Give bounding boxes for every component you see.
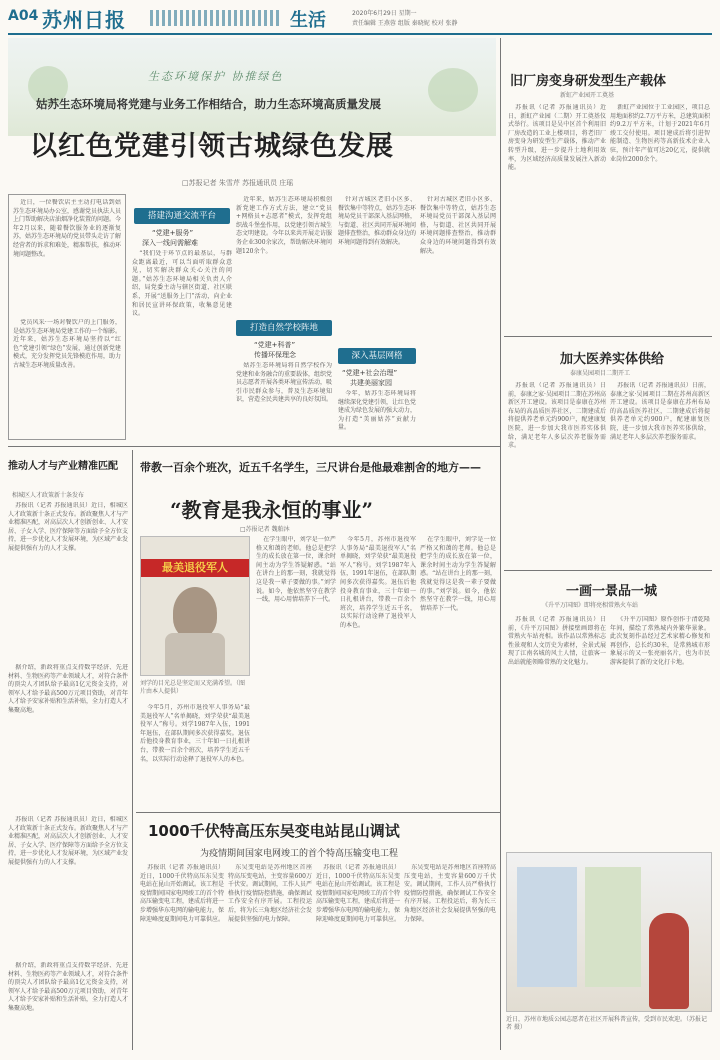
bottom-photo bbox=[506, 852, 712, 1012]
mid-text: 在学生眼中，刘学是一位严格又和蔼的老师。他总是把学生的成长放在第一位，课余时间主动为学生答疑解惑。“站在讲台上的那一刻，我就觉得这是我一辈子要做的事。”刘学说。如今，他依然坚守在教学一线，用心用情培养下一代。 bbox=[420, 536, 496, 612]
divider bbox=[504, 570, 712, 571]
right3-text: 苏报讯（记者 苏报通讯员）日前，《升平万国图》拼接壁画即将在常熟火车站亮相。该作品以常熟标志性景观和人文历史为素材，全景式展现了江南名城的风土人情，让旅客一出站就能领略常熟的文化魅力。 bbox=[508, 616, 606, 666]
mid-text: 在学生眼中，刘学是一位严格又和蔼的老师。他总是把学生的成长放在第一位，课余时间主动为学生答疑解惑。“站在讲台上的那一刻，我就觉得这是我一辈子要做的事。”刘学说。如今，他依然坚守在教学一线，用心用情培养下一代。 bbox=[256, 536, 336, 604]
note-2b: 传播环保理念 bbox=[254, 351, 296, 359]
right1-text: 苏报讯（记者 苏报通讯员）近日，新虹产业园（二期）开工奠基仪式举行。该项目是吴中区首个利用旧厂房改造的工业上楼项目，将老旧厂房变身为研发型生产载体，推动产业转型升级，进一步提升土地利用效率，为区域经济高质量发展注入新动能。 bbox=[508, 104, 606, 172]
mid-text: 今年5月，苏州市退役军人事务局“最美退役军人”名单揭晓，刘学荣获“最美退役军人”称号。刘学1987年入伍，1991年退伍，在部队期间多次获得嘉奖。退伍后他投身教育事业，三十年如一日扎根讲台，带教一百余个班次，培养学生近五千名，以实际行动诠释了退役军人的本色。 bbox=[340, 536, 416, 629]
right2-subtitle: 泰康吴园项目二期开工 bbox=[570, 370, 631, 377]
col5-text: 今年，姑苏生态环境局将继续深化党建引领，让红色党建成为绿色发展的强大动力，为打造“美丽姑苏”贡献力量。 bbox=[338, 390, 416, 432]
section-logo-icon bbox=[150, 10, 280, 26]
mid-byline: □苏报记者 魏舶沐 bbox=[240, 526, 290, 533]
left2-subtitle: 相城区人才政策新十条发布 bbox=[12, 492, 85, 499]
note-2: “党建+科普” bbox=[254, 341, 296, 349]
lead-intro-text: 党员风采·一场对餐饮户的上门服务，是姑苏生态环境局党建工作的一个缩影。近年来，姑苏生态环境局坚持以“红色”党建引领“绿色”发展，通过创新党建模式，充分发挥党员先锋模范作用，助力古城生态环境质量改善。 bbox=[13, 319, 121, 369]
banner-text: 生态环境保护 协推绿色 bbox=[148, 70, 284, 83]
right1-subtitle: 新虹产业园开工奠基 bbox=[560, 92, 615, 99]
bottom-text: 东吴变电站是苏州地区首座特高压变电站，主变容量600万千伏安。调试期间，工作人员严格执行疫情防控措施，确保调试工作安全有序开展。工程投运后，将为长三角地区经济社会发展提供坚强的电力保障。 bbox=[228, 864, 312, 923]
right1-title: 旧厂房变身研发型生产载体 bbox=[510, 74, 667, 89]
lead-kicker: 姑苏生态环境局将党建与业务工作相结合，助力生态环境高质量发展 bbox=[36, 97, 381, 111]
divider bbox=[136, 812, 500, 813]
page-number: A04 bbox=[8, 8, 39, 24]
photo-frame bbox=[140, 536, 250, 676]
mid-title: “教育是我永恒的事业” bbox=[170, 498, 374, 522]
exhibit-board-icon bbox=[585, 867, 641, 987]
date: 2020年6月29日 星期一 bbox=[352, 10, 417, 17]
left2-text: 苏报讯（记者 苏报通讯员）近日，相城区人才政策新十条正式发布。新政聚焦人才与产业精准匹配，对高层次人才创新创业、人才安居、子女入学、医疗保障等方面给予全方位支持，进一步优化人才发展环境，为区域产业发展提供强有力的人才支撑。 bbox=[8, 816, 128, 866]
pill-3: 深入基层网格 bbox=[338, 348, 416, 364]
bottom-title: 1000千伏特高压东吴变电站昆山调试 bbox=[148, 822, 400, 840]
lead-title: 以红色党建引领古城绿色发展 bbox=[30, 131, 394, 162]
exhibit-board-icon bbox=[517, 867, 577, 987]
divider bbox=[132, 450, 133, 1050]
lead-intro-box bbox=[8, 194, 126, 440]
divider bbox=[504, 336, 712, 337]
photo-banner: 最美退役军人 bbox=[141, 559, 249, 577]
divider bbox=[8, 446, 500, 447]
editor-line: 责任编辑 王燕蓉 组版 秦晓妮 校对 张静 bbox=[352, 20, 458, 27]
lead-intro-text: 近日，一位餐饮店主主动打电话到姑苏生态环境局办公室，感谢党员执法人员上门帮助解决店油烟净化装置的问题。今年2月以来，随着餐饮服务业的逐渐复苏，姑苏生态环境局的党员带头走访了解经营者的诉求和难处，精准帮扶，推动环境问题整改。 bbox=[13, 199, 121, 258]
mid-kicker: 带教一百余个班次，近五千名学生，三尺讲台是他最难割舍的地方—— bbox=[140, 461, 481, 474]
bottom-text: 东吴变电站是苏州地区首座特高压变电站，主变容量600万千伏安。调试期间，工作人员严格执行疫情防控措施，确保调试工作安全有序开展。工程投运后，将为长三角地区经济社会发展提供坚强的电力保障。 bbox=[404, 864, 496, 923]
right3-subtitle: 《升平万国图》即将亮相常熟火车站 bbox=[542, 602, 639, 609]
right2-text: 苏报讯（记者 苏报通讯员）日前，泰康之家·吴园项目二期在苏州高新区开工建设。该项目是泰康在苏州布局的高品质医养社区，二期建成后将提供养老单元约900户，配建康复医院，进一步加大我市医养实体供给，满足老年人多层次养老服务需求。 bbox=[508, 382, 606, 450]
tree-icon bbox=[428, 68, 478, 112]
col3-text: 姑苏生态环境局将自然学校作为党建和业务融合的重要载体，组织党员志愿者开展各类环境宣传活动，吸引市民群众参与，普及生态环境知识，营造全民共建共享的良好氛围。 bbox=[236, 362, 332, 404]
section-name: 生活 bbox=[290, 10, 326, 31]
left2-title: 推动人才与产业精准匹配 bbox=[8, 461, 118, 472]
header-rule bbox=[8, 33, 712, 35]
paper-logo: 苏州日报 bbox=[42, 8, 126, 32]
col1-text: “我们处于环节点的最基层，与群众距离最近，可以当面听取群众意见，切实解决群众关心关注的问题。”姑苏生态环境局相关负责人介绍，局党委主动与辖区街道、社区联系，开展“送服务上门”活动，向企业和居民宣讲环保政策，收集意见建议。 bbox=[132, 250, 232, 318]
bottom-text: 苏报讯（记者 苏报通讯员）近日，1000千伏特高压东吴变电站在昆山开始调试。该工程是疫情期间国家电网竣工的首个特高压输变电工程，建成后将进一步增强华东电网的输电能力，保障迎峰度夏期间电力可靠供应。 bbox=[140, 864, 224, 923]
pill-1: 搭建沟通交流平台 bbox=[134, 208, 230, 224]
col2-text: 近年来，姑苏生态环境局积极创新党建工作方式方法，建立“党员+网格员+志愿者”模式，发挥党组织战斗堡垒作用，以党建引领古城生态文明建设。今年以来共开展走访服务企业300余家次，帮助解决环境问题120余个。 bbox=[236, 196, 332, 255]
left2-text: 苏报讯（记者 苏报通讯员）近日，相城区人才政策新十条正式发布。新政聚焦人才与产业精准匹配，对高层次人才创新创业、人才安居、子女入学、医疗保障等方面给予全方位支持，进一步优化人才发展环境，为区域产业发展提供强有力的人才支撑。 bbox=[8, 502, 128, 552]
left2-text: 据介绍，新政将重点支持数字经济、先进材料、生物医药等产业领域人才，对符合条件的顶尖人才团队给予最高1亿元资金支持，对领军人才给予最高500万元项目资助，对青年人才给予安家补贴和生活补贴，全力打造人才集聚高地。 bbox=[8, 664, 128, 714]
right2-title: 加大医养实体供给 bbox=[560, 352, 665, 367]
lead-byline: □苏报记者 朱雪芹 苏报通讯员 庄瑶 bbox=[182, 179, 294, 187]
bottom-caption: 近日，苏州市地质公园志愿者在社区开展科普宣传，受到市民欢迎。（苏报记者 摄） bbox=[506, 1016, 708, 1031]
bottom-subtitle: 为疫情期间国家电网竣工的首个特高压输变电工程 bbox=[200, 849, 399, 859]
pill-2: 打造自然学校阵地 bbox=[236, 320, 332, 336]
person-icon bbox=[649, 913, 689, 1009]
left2-text: 据介绍，新政将重点支持数字经济、先进材料、生物医药等产业领域人才，对符合条件的顶尖人才团队给予最高1亿元资金支持，对领军人才给予最高500万元项目资助，对青年人才给予安家补贴和生活补贴，全力打造人才集聚高地。 bbox=[8, 962, 128, 1012]
person-photo-icon bbox=[173, 587, 217, 639]
note-1: “党建+服务” bbox=[152, 229, 194, 237]
right2-text: 苏报讯（记者 苏报通讯员）日前，泰康之家·吴园项目二期在苏州高新区开工建设。该项目是泰康在苏州布局的高品质医养社区，二期建成后将提供养老单元约900户，配建康复医院，进一步加大我市医养实体供给，满足老年人多层次养老服务需求。 bbox=[610, 382, 710, 441]
col4-text: 针对古城区老旧小区多、餐饮集中等特点，姑苏生态环境局党员干部深入基层网格，与街道、社区共同开展环境问题排查整治，推动群众身边的环境问题得到有效解决。 bbox=[338, 196, 416, 246]
bottom-text: 苏报讯（记者 苏报通讯员）近日，1000千伏特高压东吴变电站在昆山开始调试。该工程是疫情期间国家电网竣工的首个特高压输变电工程，建成后将进一步增强华东电网的输电能力，保障迎峰度夏期间电力可靠供应。 bbox=[316, 864, 400, 923]
note-3: “党建+社会治理” bbox=[342, 369, 398, 377]
col6-text: 针对古城区老旧小区多、餐饮集中等特点，姑苏生态环境局党员干部深入基层网格，与街道、社区共同开展环境问题排查整治，推动群众身边的环境问题得到有效解决。 bbox=[420, 196, 496, 255]
right3-text: 《升平万国图》原作创作于清乾隆年间，描绘了常熟城内外繁华景象。此次复刻作品经过艺术家精心修复和再创作，总长约30米，是常熟城市形象展示的又一张亮丽名片，也为市民游客提供了新的文化打卡地。 bbox=[610, 616, 710, 666]
note-3b: 共建美丽家园 bbox=[350, 379, 392, 387]
person-body-icon bbox=[165, 633, 225, 675]
right3-title: 一画一景品一城 bbox=[566, 584, 658, 599]
photo-caption: 刘学的目光总是坚定而又充满希望。（图片由本人提供） bbox=[140, 680, 246, 695]
banner-image bbox=[8, 38, 496, 136]
note-1b: 深入一线问需解难 bbox=[142, 239, 198, 247]
mid-text: 今年5月，苏州市退役军人事务局“最美退役军人”名单揭晓，刘学荣获“最美退役军人”称号。刘学1987年入伍，1991年退伍，在部队期间多次获得嘉奖。退伍后他投身教育事业，三十年如一日扎根讲台，带教一百余个班次，培养学生近五千名，以实际行动诠释了退役军人的本色。 bbox=[140, 704, 250, 763]
right1-text: 新虹产业园位于工业园区，项目总用地面积约2.7万平方米，总建筑面积约9.2万平方米，计划于2021年6月竣工交付使用。项目建成后将引进智能制造、生物医药等高新技术企业入驻，预计年产值可达20亿元，提供就业岗位2000余个。 bbox=[610, 104, 710, 163]
divider bbox=[500, 38, 501, 1050]
